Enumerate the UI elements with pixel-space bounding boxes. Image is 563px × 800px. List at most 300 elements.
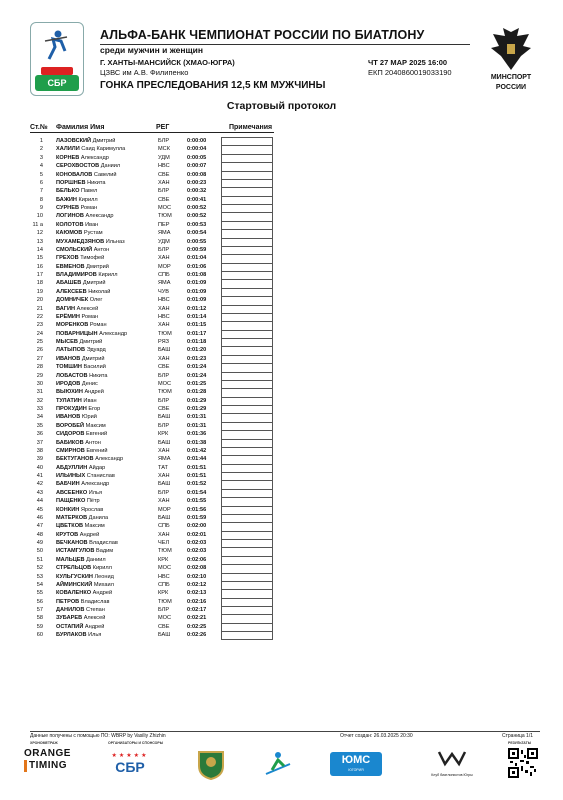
start-time: 0:00:07 bbox=[187, 163, 207, 170]
start-number: 5 bbox=[39, 171, 43, 178]
crown-icon bbox=[437, 748, 467, 768]
athlete-region: ТЮМ bbox=[158, 389, 172, 396]
athlete-name bbox=[56, 171, 116, 179]
athlete-name bbox=[56, 430, 107, 438]
athlete-region: ХАН bbox=[158, 531, 170, 538]
athlete-last-name: КОНОВАЛОВ bbox=[56, 171, 93, 178]
table-row bbox=[30, 330, 274, 338]
minsport-line2: РОССИИ bbox=[495, 84, 527, 91]
start-number: 10 bbox=[36, 213, 43, 220]
start-time: 0:00:41 bbox=[187, 196, 207, 203]
protocol-title: Стартовый протокол bbox=[226, 100, 337, 112]
athlete-last-name: ПРОКУДИН bbox=[56, 406, 87, 412]
athlete-first-name: Евгений bbox=[86, 447, 108, 454]
athlete-region: МСК bbox=[158, 146, 170, 153]
start-time: 0:01:59 bbox=[187, 514, 207, 521]
start-number: 57 bbox=[36, 607, 43, 613]
start-number: 12 bbox=[36, 230, 43, 237]
start-time: 0:00:05 bbox=[187, 154, 207, 161]
athlete-region: ХАН bbox=[158, 305, 170, 312]
notes-cell bbox=[221, 296, 273, 304]
notes-cell bbox=[221, 614, 273, 622]
athlete-first-name: Роман bbox=[80, 205, 98, 211]
table-row bbox=[30, 614, 274, 622]
athlete-first-name: Алексей bbox=[76, 305, 99, 312]
page-number: Страница 1/1 bbox=[502, 733, 534, 739]
athlete-last-name: БЕКТУГАНОВ bbox=[56, 456, 94, 463]
athlete-last-name: СМОЛЬСКИЙ bbox=[56, 246, 93, 253]
athlete-region: БЛР bbox=[158, 246, 170, 253]
start-number: 6 bbox=[39, 179, 43, 186]
orange-timing-line2: TIMING bbox=[24, 760, 76, 772]
athlete-region: МОС bbox=[158, 205, 172, 211]
start-number: 24 bbox=[36, 330, 43, 337]
athlete-first-name: Айдар bbox=[88, 464, 106, 471]
start-time: 0:01:14 bbox=[187, 313, 207, 320]
athlete-name bbox=[56, 212, 113, 220]
start-number: 44 bbox=[36, 498, 43, 505]
athlete-name bbox=[56, 330, 127, 338]
start-time: 0:02:13 bbox=[187, 590, 207, 597]
start-number: 47 bbox=[36, 523, 43, 530]
start-time: 0:01:55 bbox=[187, 498, 207, 505]
athlete-last-name: БУРЛАКОВ bbox=[56, 632, 87, 639]
athlete-first-name: Андрей bbox=[92, 590, 113, 597]
start-number: 53 bbox=[36, 573, 43, 580]
col-header-region: РЕГ bbox=[156, 124, 170, 131]
athlete-first-name: Николай bbox=[88, 288, 111, 295]
athlete-name bbox=[56, 447, 107, 455]
athlete-name bbox=[56, 489, 102, 497]
start-number: 7 bbox=[39, 188, 43, 195]
start-number: 60 bbox=[36, 632, 43, 639]
start-number: 28 bbox=[36, 364, 43, 371]
start-time: 0:00:53 bbox=[187, 221, 207, 228]
start-number: 13 bbox=[36, 238, 43, 245]
athlete-last-name: ВЕЧКАНОВ bbox=[56, 540, 88, 546]
athlete-name bbox=[56, 522, 105, 530]
results-qr-code-icon[interactable] bbox=[508, 748, 538, 778]
athlete-name bbox=[56, 288, 110, 296]
sbr-logo bbox=[30, 22, 84, 96]
start-number: 46 bbox=[36, 514, 43, 521]
start-time: 0:00:52 bbox=[187, 205, 207, 211]
notes-cell bbox=[221, 380, 273, 388]
athlete-region: БЛР bbox=[158, 188, 170, 195]
athlete-first-name: Илья bbox=[88, 632, 102, 639]
athlete-region: СПБ bbox=[158, 272, 170, 278]
athlete-name bbox=[56, 380, 98, 388]
notes-cell bbox=[221, 246, 273, 254]
athlete-last-name: ПОВАРНИЦЫН bbox=[56, 330, 98, 337]
athlete-first-name: Максим bbox=[85, 422, 106, 429]
start-time: 0:02:21 bbox=[187, 615, 207, 622]
athlete-first-name: Леонид bbox=[94, 573, 114, 580]
athlete-name bbox=[56, 397, 97, 405]
start-number: 1 bbox=[39, 138, 43, 144]
athlete-name bbox=[56, 614, 105, 622]
athlete-first-name: Дмитрий bbox=[86, 263, 109, 270]
biathlete-icon bbox=[41, 29, 71, 63]
athlete-region: ХАН bbox=[158, 447, 170, 454]
athlete-last-name: ЛОГИНОВ bbox=[56, 213, 84, 220]
athlete-first-name: Дмитрий bbox=[79, 339, 103, 345]
start-number: 30 bbox=[36, 380, 43, 387]
start-number: 48 bbox=[36, 531, 43, 538]
start-time: 0:02:08 bbox=[187, 565, 207, 572]
table-row bbox=[30, 631, 274, 639]
table-row bbox=[30, 439, 274, 447]
start-time: 0:01:09 bbox=[187, 280, 207, 287]
table-row bbox=[30, 296, 274, 304]
athlete-last-name: БАБЧИН bbox=[56, 481, 80, 488]
start-time: 0:01:24 bbox=[187, 372, 207, 379]
athlete-name bbox=[56, 388, 104, 396]
athlete-region: ХАН bbox=[158, 498, 170, 505]
table-row bbox=[30, 305, 274, 313]
start-number: 41 bbox=[36, 473, 43, 479]
table-row bbox=[30, 472, 274, 480]
notes-cell bbox=[221, 623, 273, 631]
athlete-last-name: КОРНЕВ bbox=[56, 154, 80, 161]
athlete-last-name: АЛЕКСЕЕВ bbox=[56, 288, 87, 295]
footer-divider bbox=[30, 731, 540, 732]
athlete-last-name: ТУЛАТИН bbox=[56, 397, 82, 404]
notes-cell bbox=[221, 212, 273, 220]
athlete-name bbox=[56, 547, 113, 555]
athlete-last-name: ИРОДОВ bbox=[56, 380, 81, 387]
ums-logo-text: ЮМС bbox=[341, 754, 371, 766]
table-row bbox=[30, 346, 274, 354]
data-credit: Данные получены с помощью ПО: WBRP by Vasiliy Zhizhin bbox=[30, 733, 166, 739]
table-row bbox=[30, 179, 274, 187]
athlete-region: БЛР bbox=[158, 397, 170, 404]
athlete-first-name: Антон bbox=[93, 246, 110, 253]
start-number: 18 bbox=[36, 280, 43, 287]
athlete-first-name: Роман bbox=[89, 322, 107, 329]
start-time: 0:01:17 bbox=[187, 330, 207, 337]
athlete-region: НВС bbox=[158, 573, 170, 580]
athlete-name bbox=[56, 305, 98, 313]
athlete-name bbox=[56, 623, 104, 631]
start-number: 50 bbox=[36, 548, 43, 555]
athlete-first-name: Иван bbox=[85, 221, 99, 228]
athlete-last-name: ИЛЬИНЫХ bbox=[56, 473, 86, 479]
orange-timing-logo bbox=[24, 748, 76, 780]
athlete-last-name: АВСЕЕНКО bbox=[56, 489, 88, 496]
athlete-last-name: ДОМНИЧЕК bbox=[56, 297, 89, 304]
athlete-last-name: БАБИКОВ bbox=[56, 439, 84, 446]
table-row bbox=[30, 212, 274, 220]
table-row bbox=[30, 413, 274, 421]
notes-cell bbox=[221, 179, 273, 187]
table-row bbox=[30, 372, 274, 380]
notes-cell bbox=[221, 305, 273, 313]
athlete-last-name: КАЮМОВ bbox=[56, 230, 83, 237]
start-number: 17 bbox=[36, 272, 43, 278]
skier-pictogram-icon bbox=[262, 750, 294, 778]
start-number: 20 bbox=[36, 297, 43, 304]
start-time: 0:01:18 bbox=[187, 339, 207, 345]
athlete-first-name: Егор bbox=[88, 406, 101, 412]
athlete-last-name: ВАГИН bbox=[56, 305, 76, 312]
athlete-name bbox=[56, 497, 100, 505]
start-number: 26 bbox=[36, 347, 43, 354]
athlete-first-name: Степан bbox=[85, 607, 105, 613]
athlete-name bbox=[56, 480, 109, 488]
athlete-first-name: Дмитрий bbox=[92, 138, 116, 144]
athlete-first-name: Владислав bbox=[80, 598, 110, 605]
table-row bbox=[30, 522, 274, 530]
start-number: 21 bbox=[36, 305, 43, 312]
athlete-name bbox=[56, 321, 107, 329]
athlete-name bbox=[56, 338, 102, 346]
athlete-name bbox=[56, 363, 106, 371]
col-header-name: Фамилия Имя bbox=[56, 124, 105, 131]
athlete-region: КРК bbox=[158, 431, 169, 438]
results-label: РЕЗУЛЬТАТЫ bbox=[508, 741, 532, 745]
start-number: 59 bbox=[36, 623, 43, 630]
athlete-region: УДМ bbox=[158, 238, 170, 245]
table-row bbox=[30, 405, 274, 413]
athlete-name bbox=[56, 631, 101, 639]
start-time: 0:01:29 bbox=[187, 406, 207, 412]
start-number: 55 bbox=[36, 590, 43, 597]
athlete-name bbox=[56, 196, 98, 204]
notes-cell bbox=[221, 279, 273, 287]
notes-cell bbox=[221, 372, 273, 380]
athlete-name bbox=[56, 229, 103, 237]
athlete-first-name: Вадим bbox=[96, 548, 114, 555]
table-row bbox=[30, 355, 274, 363]
start-time: 0:01:38 bbox=[187, 439, 207, 446]
start-number: 22 bbox=[36, 313, 43, 320]
notes-cell bbox=[221, 564, 273, 572]
notes-cell bbox=[221, 472, 273, 480]
athlete-region: БАШ bbox=[158, 347, 171, 354]
start-number: 54 bbox=[36, 581, 43, 588]
start-time: 0:00:32 bbox=[187, 188, 207, 195]
start-time: 0:00:04 bbox=[187, 146, 207, 153]
race-date: ЧТ 27 МАР 2025 16:00 bbox=[368, 58, 448, 67]
athlete-first-name: Александр bbox=[80, 154, 109, 161]
table-row bbox=[30, 589, 274, 597]
athlete-last-name: КОВАЛЕНКО bbox=[56, 590, 92, 597]
athlete-region: НВС bbox=[158, 163, 170, 170]
athlete-name bbox=[56, 246, 109, 254]
start-time: 0:02:03 bbox=[187, 540, 207, 546]
col-header-start-number: Ст.№ bbox=[30, 124, 48, 131]
start-time: 0:00:55 bbox=[187, 238, 207, 245]
athlete-last-name: ТОМШИН bbox=[56, 364, 82, 371]
start-number: 49 bbox=[36, 540, 43, 546]
athlete-name bbox=[56, 598, 109, 606]
start-number: 15 bbox=[36, 255, 43, 262]
athlete-first-name: Тимофей bbox=[80, 255, 105, 262]
start-number: 23 bbox=[36, 322, 43, 329]
athlete-last-name: ДАНИЛОВ bbox=[56, 607, 85, 613]
table-row bbox=[30, 447, 274, 455]
table-row bbox=[30, 464, 274, 472]
athlete-last-name: КОЛОТОВ bbox=[56, 221, 84, 228]
start-time: 0:02:06 bbox=[187, 556, 207, 563]
athlete-region: МОС bbox=[158, 380, 172, 387]
start-time: 0:01:04 bbox=[187, 255, 207, 262]
athlete-last-name: ИСТАМГУЛОВ bbox=[56, 548, 95, 555]
table-row bbox=[30, 254, 274, 262]
notes-cell bbox=[221, 606, 273, 614]
athlete-name bbox=[56, 439, 101, 447]
athlete-first-name: Пётр bbox=[86, 498, 100, 505]
table-row bbox=[30, 246, 274, 254]
start-time: 0:01:42 bbox=[187, 447, 207, 454]
athlete-first-name: Илья bbox=[88, 489, 102, 496]
athlete-region: ЧУВ bbox=[158, 288, 170, 295]
start-number: 56 bbox=[36, 598, 43, 605]
notes-cell bbox=[221, 573, 273, 581]
table-row bbox=[30, 547, 274, 555]
athlete-name bbox=[56, 137, 115, 145]
athlete-region: БЛР bbox=[158, 422, 170, 429]
start-time: 0:01:52 bbox=[187, 481, 207, 488]
notes-cell bbox=[221, 556, 273, 564]
athlete-region: БАШ bbox=[158, 632, 171, 639]
athlete-region: БЛР bbox=[158, 372, 170, 379]
notes-cell bbox=[221, 464, 273, 472]
athlete-last-name: КУЛЬГУСКИН bbox=[56, 573, 93, 580]
table-row bbox=[30, 137, 274, 145]
notes-cell bbox=[221, 137, 273, 145]
athlete-last-name: ЕРЁМИН bbox=[56, 313, 80, 320]
athlete-region: ХАН bbox=[158, 322, 170, 329]
yugra-coat-of-arms-icon bbox=[196, 748, 226, 780]
table-row bbox=[30, 531, 274, 539]
ums-logo bbox=[330, 752, 382, 776]
athlete-last-name: ПЕТРОВ bbox=[56, 598, 80, 605]
notes-cell bbox=[221, 196, 273, 204]
table-row bbox=[30, 497, 274, 505]
start-list bbox=[30, 137, 274, 640]
championship-subtitle: среди мужчин и женщин bbox=[100, 45, 204, 55]
athlete-region: БАШ bbox=[158, 481, 171, 488]
col-header-notes: Примечания bbox=[229, 124, 273, 131]
athlete-region: БЛР bbox=[158, 138, 170, 144]
athlete-last-name: АЙМИНСКИЙ bbox=[56, 581, 93, 588]
start-time: 0:01:51 bbox=[187, 473, 207, 479]
athlete-first-name: Василий bbox=[83, 364, 106, 371]
athlete-first-name: Андрей bbox=[84, 389, 104, 396]
start-number: 8 bbox=[39, 196, 43, 203]
athlete-last-name: МАЛЬЦЕВ bbox=[56, 556, 85, 563]
athlete-name bbox=[56, 154, 109, 162]
athlete-region: ХАН bbox=[158, 473, 170, 479]
start-number: 4 bbox=[39, 163, 43, 170]
eagle-emblem-icon bbox=[489, 26, 533, 72]
start-number: 43 bbox=[36, 489, 43, 496]
notes-cell bbox=[221, 514, 273, 522]
athlete-first-name: Андрей bbox=[79, 531, 100, 538]
start-number: 32 bbox=[36, 397, 43, 404]
athlete-region: ХАН bbox=[158, 355, 170, 362]
athlete-region: ТЮМ bbox=[158, 598, 172, 605]
start-time: 0:00:59 bbox=[187, 246, 207, 253]
table-row bbox=[30, 380, 274, 388]
athlete-name bbox=[56, 514, 108, 522]
athlete-last-name: ИВАНОВ bbox=[56, 355, 81, 362]
athlete-region: СВЕ bbox=[158, 364, 170, 371]
notes-cell bbox=[221, 154, 273, 162]
athlete-name bbox=[56, 589, 112, 597]
athlete-region: ХАН bbox=[158, 179, 170, 186]
notes-cell bbox=[221, 405, 273, 413]
start-time: 0:01:56 bbox=[187, 506, 207, 513]
table-header-rule bbox=[30, 132, 274, 133]
athlete-last-name: МУХАМЕДЗЯНОВ bbox=[56, 238, 105, 245]
athlete-region: СВЕ bbox=[158, 406, 170, 412]
notes-cell bbox=[221, 363, 273, 371]
athlete-name bbox=[56, 556, 106, 564]
table-row bbox=[30, 229, 274, 237]
start-time: 0:01:29 bbox=[187, 397, 207, 404]
start-time: 0:00:52 bbox=[187, 213, 207, 220]
athlete-last-name: АБАШЕВ bbox=[56, 280, 82, 287]
athlete-region: БАШ bbox=[158, 439, 171, 446]
orange-timing-line1: ORANGE bbox=[24, 748, 71, 759]
athlete-name bbox=[56, 221, 98, 229]
notes-cell bbox=[221, 455, 273, 463]
table-row bbox=[30, 338, 274, 346]
athlete-first-name: Дмитрий bbox=[81, 355, 105, 362]
table-row bbox=[30, 263, 274, 271]
notes-cell bbox=[221, 346, 273, 354]
athlete-region: СПБ bbox=[158, 523, 170, 530]
notes-cell bbox=[221, 413, 273, 421]
notes-cell bbox=[221, 439, 273, 447]
athlete-region: БАШ bbox=[158, 414, 171, 421]
table-row bbox=[30, 506, 274, 514]
start-number: 51 bbox=[36, 556, 43, 563]
notes-cell bbox=[221, 263, 273, 271]
athlete-name bbox=[56, 254, 104, 262]
timekeeper-label: ХРОНОМЕТРАЖ bbox=[30, 741, 58, 745]
start-time: 0:02:12 bbox=[187, 581, 207, 588]
table-row bbox=[30, 514, 274, 522]
start-number: 36 bbox=[36, 431, 43, 438]
athlete-last-name: МОРЕНКОВ bbox=[56, 322, 89, 329]
athlete-name bbox=[56, 279, 106, 287]
athlete-name bbox=[56, 405, 100, 413]
table-row bbox=[30, 623, 274, 631]
athlete-name bbox=[56, 506, 103, 514]
start-time: 0:01:44 bbox=[187, 456, 207, 463]
notes-cell bbox=[221, 447, 273, 455]
athlete-name bbox=[56, 238, 125, 246]
athlete-last-name: ЕВМЕНОВ bbox=[56, 263, 85, 270]
notes-cell bbox=[221, 229, 273, 237]
notes-cell bbox=[221, 221, 273, 229]
athlete-region: КРК bbox=[158, 590, 169, 597]
table-row bbox=[30, 573, 274, 581]
athlete-last-name: ЛОБАСТОВ bbox=[56, 372, 88, 379]
athlete-last-name: ИВАНОВ bbox=[56, 414, 81, 421]
notes-cell bbox=[221, 531, 273, 539]
notes-cell bbox=[221, 288, 273, 296]
notes-cell bbox=[221, 430, 273, 438]
athlete-first-name: Александр bbox=[95, 456, 124, 463]
start-time: 0:01:28 bbox=[187, 389, 207, 396]
athlete-region: МОС bbox=[158, 565, 172, 572]
athlete-name bbox=[56, 313, 98, 321]
